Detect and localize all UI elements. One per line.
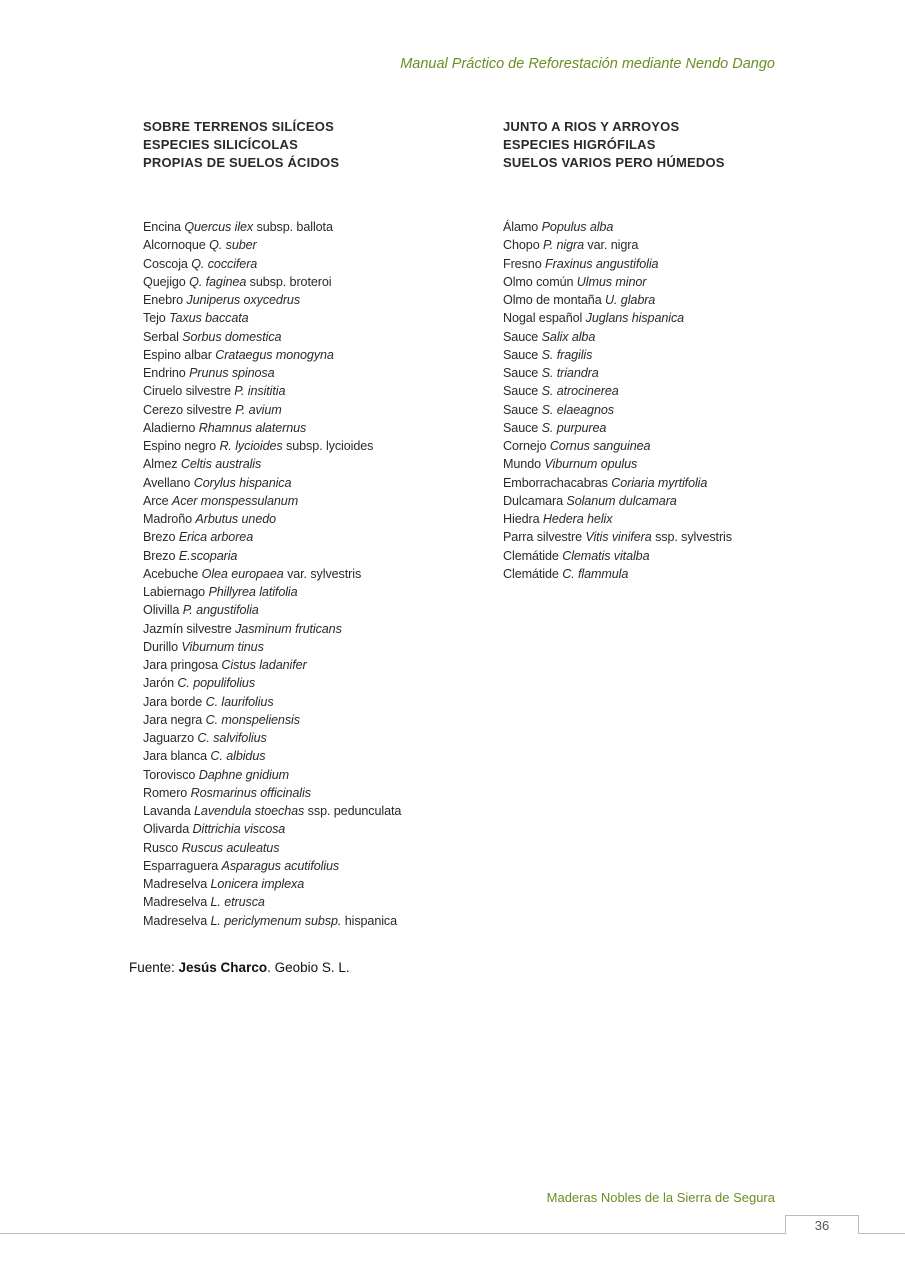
common-name: Cornejo [503, 439, 547, 453]
subspecies-note: subsp. broteroi [249, 274, 332, 289]
species-item [503, 492, 803, 510]
species-item [503, 565, 803, 583]
scientific-name: R. lycioides [219, 439, 283, 453]
scientific-name: Sorbus domestica [182, 329, 282, 344]
common-name: Brezo [143, 530, 176, 545]
species-item [143, 802, 483, 820]
species-item [143, 291, 483, 309]
species-item [143, 437, 483, 455]
source-caption [129, 960, 350, 975]
common-name: Álamo [503, 220, 539, 234]
common-name: Arce [143, 493, 169, 508]
common-name: Madreselva [143, 877, 208, 891]
species-item [143, 419, 483, 437]
species-item [503, 382, 803, 400]
scientific-name: Taxus baccata [169, 311, 249, 326]
species-item [143, 510, 483, 528]
scientific-name: Olea europaea [201, 566, 284, 581]
scientific-name: Q. suber [209, 238, 257, 253]
species-item [503, 236, 803, 254]
scientific-name: S. elaeagnos [541, 402, 614, 417]
common-name: Jara blanca [143, 749, 208, 764]
common-name: Enebro [143, 293, 184, 307]
species-item [143, 364, 483, 382]
species-item [503, 328, 803, 346]
left-heading-1: SOBRE TERRENOS SILÍCEOS [143, 119, 334, 134]
species-item [143, 674, 483, 692]
common-name: Clemátide [503, 566, 559, 581]
common-name: Olivarda [143, 822, 190, 837]
species-item [143, 857, 483, 875]
footer-title: Maderas Nobles de la Sierra de Segura [546, 1190, 775, 1205]
scientific-name: Viburnum tinus [181, 639, 264, 654]
species-item [143, 620, 483, 638]
scientific-name: Prunus spinosa [189, 366, 275, 380]
scientific-name: Solanum dulcamara [566, 493, 677, 508]
species-item [503, 401, 803, 419]
scientific-name: Phillyrea latifolia [208, 585, 298, 599]
common-name: Chopo [503, 238, 540, 253]
scientific-name: S. atrocinerea [541, 384, 619, 399]
common-name: Sauce [503, 402, 539, 417]
common-name: Clemátide [503, 548, 559, 563]
species-item [143, 693, 483, 711]
species-item [143, 711, 483, 729]
scientific-name: Juglans hispanica [585, 311, 685, 326]
subspecies-note: subsp. ballota [256, 220, 333, 234]
scientific-name: C. laurifolius [205, 694, 274, 709]
scientific-name: Vitis vinifera [585, 530, 652, 545]
species-item [503, 309, 803, 327]
species-item [143, 273, 483, 291]
left-heading-3: PROPIAS DE SUELOS ÁCIDOS [143, 155, 340, 170]
left-heading-2: ESPECIES SILICÍCOLAS [143, 137, 298, 152]
scientific-name: L. periclymenum subsp. [210, 913, 342, 928]
scientific-name: Erica arborea [178, 530, 254, 545]
common-name: Emborrachacabras [503, 475, 608, 490]
left-species-list [143, 218, 483, 930]
scientific-name: Viburnum opulus [544, 457, 638, 472]
common-name: Jazmín silvestre [143, 621, 232, 636]
species-item [503, 346, 803, 364]
species-item [143, 328, 483, 346]
scientific-name: P. angustifolia [182, 603, 259, 618]
common-name: Parra silvestre [503, 530, 582, 545]
species-item [503, 474, 803, 492]
common-name: Esparraguera [143, 858, 219, 873]
common-name: Almez [143, 457, 178, 472]
species-item [503, 528, 803, 546]
page-number: 36 [785, 1215, 859, 1234]
species-item [143, 601, 483, 619]
species-item [143, 839, 483, 857]
subspecies-note: ssp. pedunculata [307, 804, 402, 818]
species-item [143, 492, 483, 510]
species-item [503, 419, 803, 437]
scientific-name: E.scoparia [178, 548, 238, 563]
species-item [143, 820, 483, 838]
scientific-name: Fraxinus angustifolia [545, 256, 659, 271]
scientific-name: Rosmarinus officinalis [190, 785, 311, 800]
common-name: Fresno [503, 256, 542, 271]
common-name: Jarón [143, 676, 175, 691]
common-name: Durillo [143, 639, 178, 654]
common-name: Madreselva [143, 895, 208, 910]
right-heading-1: JUNTO A RIOS Y ARROYOS [503, 119, 680, 134]
scientific-name: C. salvifolius [197, 731, 267, 745]
species-item [143, 547, 483, 565]
right-column-hygrophilous [503, 118, 803, 583]
common-name: Sauce [503, 420, 539, 435]
subspecies-note: hispanica [344, 913, 398, 928]
scientific-name: Crataegus monogyna [215, 347, 334, 362]
scientific-name: Coriaria myrtifolia [611, 475, 708, 490]
common-name: Coscoja [143, 256, 188, 271]
right-species-list [503, 218, 803, 583]
scientific-name: P. nigra [543, 238, 585, 253]
common-name: Mundo [503, 457, 542, 472]
species-item [143, 236, 483, 254]
subspecies-note: subsp. lycioides [286, 439, 374, 453]
scientific-name: Q. coccifera [191, 256, 258, 271]
common-name: Acebuche [143, 566, 199, 581]
common-name: Madroño [143, 512, 193, 526]
common-name: Dulcamara [503, 493, 563, 508]
right-column-headings [503, 118, 803, 172]
species-item [143, 565, 483, 583]
scientific-name: Ruscus aculeatus [181, 840, 280, 855]
common-name: Alcornoque [143, 238, 206, 253]
right-heading-2: ESPECIES HIGRÓFILAS [503, 137, 656, 152]
scientific-name: Quercus ilex [184, 220, 254, 234]
species-item [143, 455, 483, 473]
scientific-name: Daphne gnidium [198, 767, 290, 782]
species-item [143, 346, 483, 364]
scientific-name: C. albidus [210, 749, 266, 764]
species-item [143, 382, 483, 400]
common-name: Encina [143, 220, 181, 234]
scientific-name: U. glabra [605, 293, 656, 307]
scientific-name: C. flammula [562, 566, 629, 581]
common-name: Madreselva [143, 913, 208, 928]
common-name: Cerezo silvestre [143, 402, 232, 417]
common-name: Olmo común [503, 274, 574, 289]
running-header: Manual Práctico de Reforestación mediante Nendo Dango [400, 56, 775, 72]
common-name: Jara pringosa [143, 658, 219, 672]
footer-divider [0, 1233, 905, 1234]
species-item [503, 291, 803, 309]
species-item [143, 912, 483, 930]
common-name: Quejigo [143, 274, 186, 289]
scientific-name: C. monspeliensis [205, 712, 300, 727]
common-name: Sauce [503, 347, 539, 362]
scientific-name: S. purpurea [541, 420, 607, 435]
scientific-name: Lavendula stoechas [194, 804, 305, 818]
scientific-name: Juniperus oxycedrus [186, 293, 301, 307]
common-name: Rusco [143, 840, 179, 855]
common-name: Hiedra [503, 512, 540, 526]
scanned-species-table [130, 110, 790, 940]
caption-suffix: . Geobio S. L. [267, 960, 350, 975]
caption-prefix: Fuente: [129, 960, 179, 975]
common-name: Brezo [143, 548, 176, 563]
species-item [143, 583, 483, 601]
species-item [143, 474, 483, 492]
scientific-name: Asparagus acutifolius [221, 858, 340, 873]
scientific-name: Celtis australis [180, 457, 262, 472]
species-item [503, 547, 803, 565]
common-name: Ciruelo silvestre [143, 384, 231, 399]
scientific-name: Cistus ladanifer [221, 658, 307, 672]
scientific-name: Hedera helix [542, 512, 613, 526]
common-name: Espino albar [143, 347, 212, 362]
species-item [143, 401, 483, 419]
subspecies-note: var. sylvestris [287, 566, 362, 581]
species-item [143, 784, 483, 802]
common-name: Olivilla [143, 603, 180, 618]
scientific-name: L. etrusca [210, 895, 265, 910]
scientific-name: Q. faginea [189, 274, 247, 289]
species-item [143, 875, 483, 893]
subspecies-note: var. nigra [587, 238, 639, 253]
common-name: Torovisco [143, 767, 196, 782]
common-name: Nogal español [503, 311, 583, 326]
species-item [143, 638, 483, 656]
scientific-name: S. triandra [541, 366, 599, 380]
scientific-name: Cornus sanguinea [549, 439, 651, 453]
scientific-name: Populus alba [541, 220, 614, 234]
common-name: Aladierno [143, 420, 196, 435]
right-heading-3: SUELOS VARIOS PERO HÚMEDOS [503, 155, 725, 170]
common-name: Tejo [143, 311, 166, 326]
common-name: Lavanda [143, 804, 191, 818]
common-name: Jaguarzo [143, 731, 195, 745]
scientific-name: Dittrichia viscosa [192, 822, 286, 837]
scientific-name: Arbutus unedo [195, 512, 277, 526]
species-item [503, 218, 803, 236]
common-name: Endrino [143, 366, 186, 380]
scientific-name: Corylus hispanica [193, 475, 292, 490]
scientific-name: Clematis vitalba [562, 548, 650, 563]
common-name: Sauce [503, 384, 539, 399]
scientific-name: Salix alba [541, 329, 596, 344]
species-item [143, 528, 483, 546]
subspecies-note: ssp. sylvestris [655, 530, 732, 545]
common-name: Olmo de montaña [503, 293, 602, 307]
common-name: Romero [143, 785, 188, 800]
left-column-headings [143, 118, 483, 172]
scientific-name: P. insititia [234, 384, 286, 399]
scientific-name: Jasminum fruticans [235, 621, 342, 636]
species-item [143, 729, 483, 747]
common-name: Sauce [503, 366, 539, 380]
species-item [503, 455, 803, 473]
common-name: Sauce [503, 329, 539, 344]
species-item [503, 510, 803, 528]
scientific-name: Ulmus minor [576, 274, 647, 289]
species-item [143, 218, 483, 236]
scientific-name: Lonicera implexa [210, 877, 305, 891]
scientific-name: P. avium [235, 402, 282, 417]
species-item [143, 747, 483, 765]
left-column-silicicolous [143, 118, 483, 930]
species-item [503, 273, 803, 291]
scientific-name: Rhamnus alaternus [198, 420, 307, 435]
species-item [143, 309, 483, 327]
caption-author: Jesús Charco [178, 960, 268, 975]
common-name: Serbal [143, 329, 179, 344]
common-name: Labiernago [143, 585, 206, 599]
species-item [143, 255, 483, 273]
scientific-name: Acer monspessulanum [171, 493, 299, 508]
species-item [143, 656, 483, 674]
species-item [143, 766, 483, 784]
common-name: Jara borde [143, 694, 203, 709]
species-item [503, 255, 803, 273]
species-item [143, 893, 483, 911]
common-name: Espino negro [143, 439, 217, 453]
common-name: Avellano [143, 475, 191, 490]
scientific-name: S. fragilis [541, 347, 593, 362]
common-name: Jara negra [143, 712, 203, 727]
scientific-name: C. populifolius [177, 676, 256, 691]
species-item [503, 437, 803, 455]
species-item [503, 364, 803, 382]
